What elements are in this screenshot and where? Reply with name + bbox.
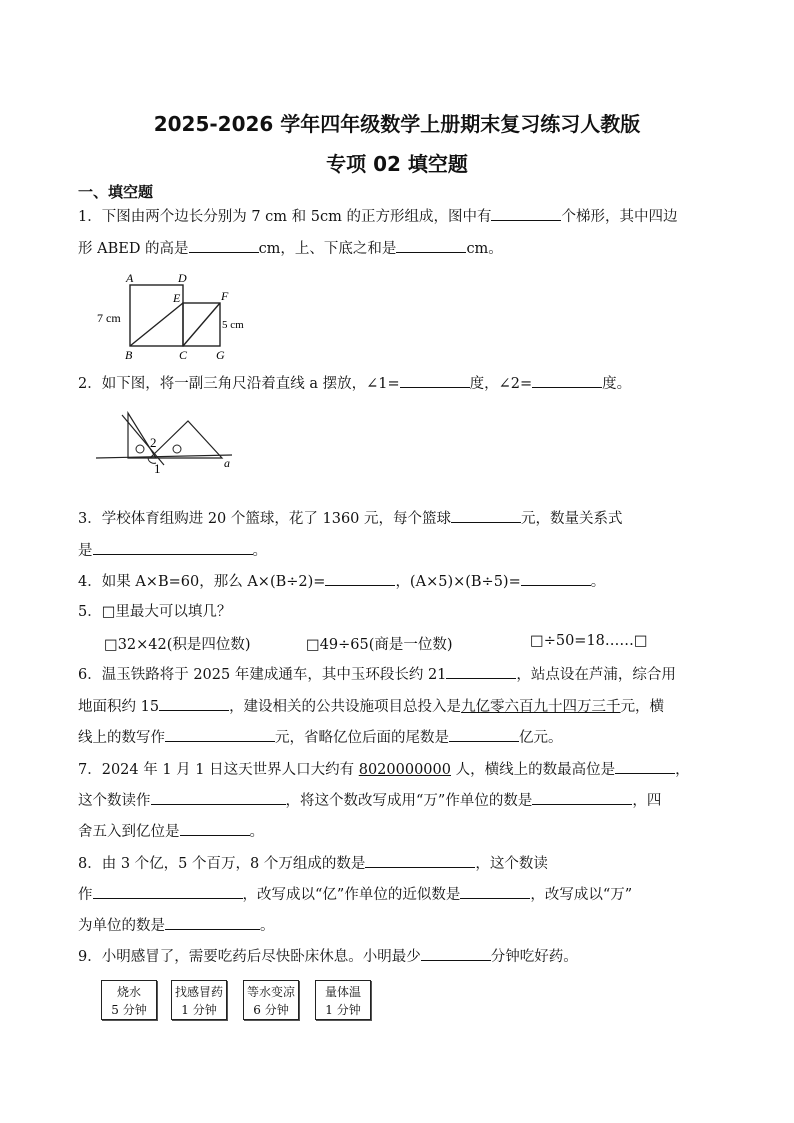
- label-F: F: [221, 289, 229, 303]
- label-5cm: 5 cm: [222, 319, 244, 331]
- q7-blank-1[interactable]: [615, 759, 675, 774]
- squares-figure: [92, 270, 262, 362]
- q2-blank-1[interactable]: [400, 373, 470, 388]
- task-card-take-temperature: [315, 980, 371, 1020]
- q6-text-h: 元，省略亿位后面的尾数是: [275, 730, 449, 746]
- q8-blank-4[interactable]: [165, 915, 260, 930]
- q6-blank-4[interactable]: [449, 727, 519, 742]
- question-5-line: [78, 602, 231, 622]
- task-name: 量体温: [324, 985, 361, 999]
- q8-blank-1[interactable]: [365, 853, 475, 868]
- q7-blank-4[interactable]: [180, 821, 250, 836]
- q6-blank-2[interactable]: [159, 696, 229, 711]
- question-8-line-1: [78, 853, 548, 874]
- q6-underlined-amount: 九亿零六百九十四万三千: [461, 699, 621, 715]
- q1-text-a: 1．下图由两个边长分别为 7 cm 和 5cm 的正方形组成，图中有: [78, 209, 492, 225]
- q8-text-d: ，改写成以“亿”作单位的近似数是: [242, 887, 461, 903]
- q7-blank-2[interactable]: [151, 790, 286, 805]
- q7-text-h: 舍五入到亿位是: [78, 824, 180, 840]
- q3-text-d: 。: [252, 543, 267, 559]
- task-time: 1 分钟: [181, 1003, 217, 1017]
- q6-text-b: ，站点设在芦浦，综合用: [516, 667, 676, 683]
- q6-blank-1[interactable]: [446, 664, 516, 679]
- q6-text-f: 元，横: [620, 699, 665, 715]
- triangle-rulers-figure: [92, 405, 242, 475]
- q5-option-1: □32×42(积是四位数): [104, 637, 251, 653]
- question-7-line-1: [78, 759, 690, 780]
- q8-blank-2[interactable]: [93, 884, 243, 899]
- q7-text-f: ，将这个数改写成用“万”作单位的数是: [285, 793, 533, 809]
- task-card-find-medicine: [171, 980, 227, 1020]
- q2-text-a: 2．如下图，将一副三角尺沿着直线 a 摆放，∠1=: [78, 376, 400, 392]
- q4-blank-1[interactable]: [325, 571, 395, 586]
- question-8-line-2: [78, 884, 632, 905]
- q1-text-e: cm。: [466, 241, 503, 257]
- q9-blank-1[interactable]: [421, 946, 491, 961]
- q3-text-a: 3．学校体育组购进 20 个篮球，花了 1360 元，每个篮球: [78, 511, 452, 527]
- q8-text-a: 8．由 3 个亿，5 个百万，8 个万组成的数是: [78, 856, 366, 872]
- q7-blank-3[interactable]: [532, 790, 632, 805]
- q6-text-d: ，建设相关的公共设施项目总投入是: [229, 699, 462, 715]
- page-title: 2025-2026 学年四年级数学上册期末复习练习人教版: [153, 112, 641, 136]
- q2-text-c: 度。: [602, 376, 632, 392]
- q8-blank-3[interactable]: [460, 884, 530, 899]
- q3-blank-2[interactable]: [93, 540, 253, 555]
- q1-text-c: 形 ABED 的高是: [78, 241, 189, 257]
- task-time: 6 分钟: [253, 1003, 289, 1017]
- task-time: 5 分钟: [111, 1003, 147, 1017]
- q4-blank-2[interactable]: [521, 571, 591, 586]
- question-6-line-1: [78, 664, 676, 685]
- angle-1-label: 1: [154, 461, 161, 475]
- q6-text-a: 6．温玉铁路将于 2025 年建成通车，其中玉环段长约 21: [78, 667, 447, 683]
- question-4-line: [78, 571, 605, 592]
- q7-text-i: 。: [249, 824, 264, 840]
- task-name: 等水变凉: [246, 985, 295, 999]
- q7-text-a: 7．2024 年 1 月 1 日这天世界人口大约有: [78, 762, 359, 778]
- q8-text-e: ，改写成以“万”: [530, 887, 633, 903]
- label-C: C: [179, 348, 188, 362]
- q6-text-c: 地面积约 15: [78, 699, 160, 715]
- q1-blank-3[interactable]: [396, 238, 466, 253]
- question-9-line: [78, 946, 578, 967]
- question-3-line-2: [78, 540, 267, 561]
- q1-blank-2[interactable]: [189, 238, 259, 253]
- question-1-line-1: [78, 206, 677, 227]
- question-3-line-1: [78, 508, 623, 529]
- q6-text-i: 亿元。: [519, 730, 563, 746]
- task-card-cool-water: [243, 980, 299, 1020]
- question-7-line-2: [78, 790, 661, 811]
- q6-blank-3[interactable]: [165, 727, 275, 742]
- q8-text-f: 为单位的数是: [78, 918, 165, 934]
- q8-text-b: ，这个数读: [475, 856, 548, 872]
- label-7cm: 7 cm: [97, 311, 121, 325]
- q5-option-2: □49÷65(商是一位数): [306, 637, 453, 653]
- label-G: G: [216, 348, 225, 362]
- task-name: 找感冒药: [174, 985, 223, 999]
- q8-text-g: 。: [260, 918, 275, 934]
- label-D: D: [178, 271, 187, 285]
- question-8-line-3: [78, 915, 275, 936]
- q3-text-b: 元，数量关系式: [521, 511, 623, 527]
- q7-text-d: ，: [675, 762, 690, 778]
- q4-text-c: 。: [590, 574, 606, 590]
- page-subtitle: 专项 02 填空题: [326, 152, 468, 176]
- question-1-line-2: [78, 238, 503, 259]
- q3-blank-1[interactable]: [451, 508, 521, 523]
- question-7-line-3: [78, 821, 264, 842]
- label-A: A: [126, 271, 134, 285]
- q1-text-b: 个梯形，其中四边: [561, 209, 678, 225]
- q1-text-d: cm，上、下底之和是: [258, 241, 397, 257]
- question-2-line: [78, 373, 631, 394]
- q8-text-c: 作: [78, 887, 93, 903]
- line-a-label: a: [224, 456, 230, 470]
- q4-text-b: ，(A×5)×(B÷5)=: [395, 574, 521, 590]
- q7-underlined-number: 8020000000: [358, 762, 451, 778]
- q4-text-a: 4．如果 A×B=60，那么 A×(B÷2)=: [78, 574, 326, 590]
- q7-text-g: ，四: [632, 793, 662, 809]
- angle-2-label: 2: [150, 435, 157, 450]
- task-time: 1 分钟: [325, 1003, 361, 1017]
- question-6-line-2: [78, 696, 664, 717]
- label-E: E: [173, 291, 181, 305]
- q7-text-e: 这个数读作: [78, 793, 151, 809]
- q1-blank-1[interactable]: [491, 206, 561, 221]
- q2-blank-2[interactable]: [532, 373, 602, 388]
- q2-text-b: 度，∠2=: [469, 376, 533, 392]
- q3-text-c: 是: [78, 543, 93, 559]
- q6-text-g: 线上的数写作: [78, 730, 165, 746]
- q9-text-b: 分钟吃好药。: [490, 949, 578, 965]
- task-card-boil-water: [101, 980, 157, 1020]
- question-6-line-3: [78, 727, 563, 748]
- section-heading: 一、填空题: [78, 183, 154, 201]
- label-B: B: [125, 348, 133, 362]
- q5-option-3: □÷50=18……□: [530, 633, 648, 649]
- q9-text-a: 9．小明感冒了，需要吃药后尽快卧床休息。小明最少: [78, 949, 421, 965]
- q5-text-a: 5．□里最大可以填几？: [78, 604, 232, 620]
- task-name: 烧水: [116, 985, 141, 999]
- q7-text-c: 人，横线上的数最高位是: [451, 762, 616, 778]
